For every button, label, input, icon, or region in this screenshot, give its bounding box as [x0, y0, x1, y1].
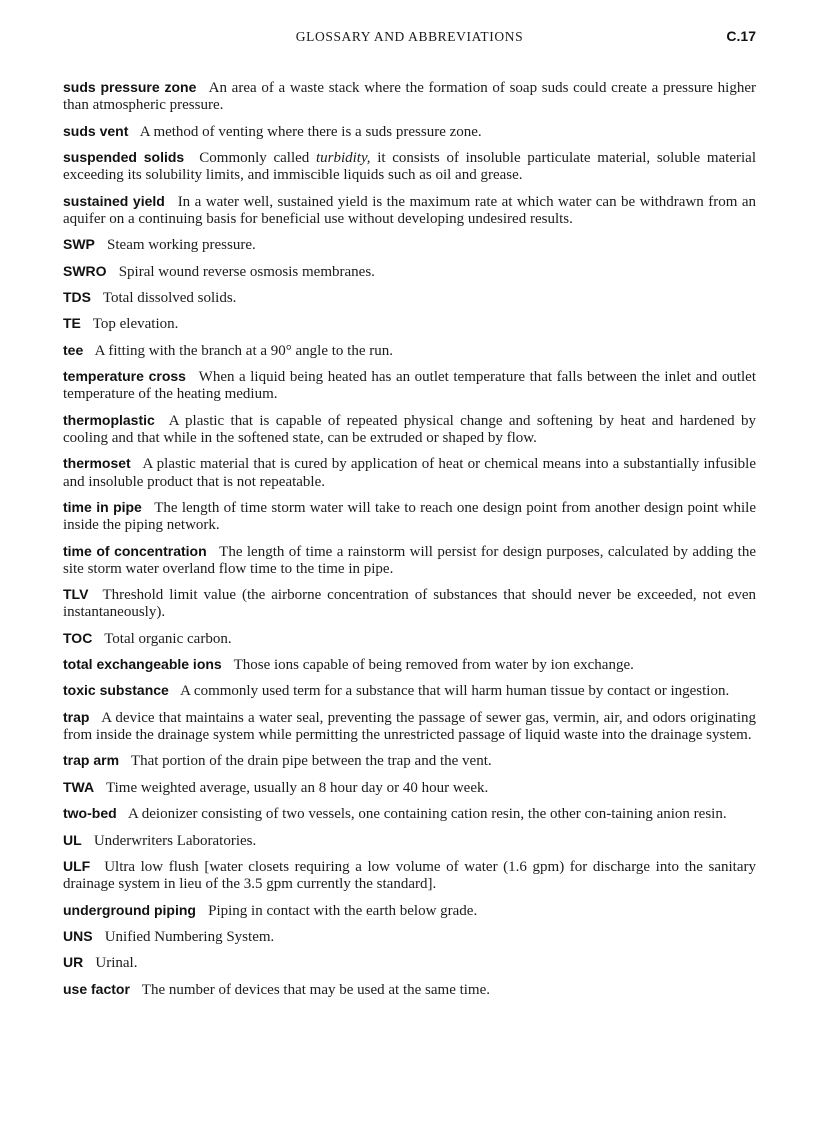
glossary-definition: In a water well, sustained yield is the maximum rate at which water can be withdrawn from an aquifer on a continuing basis for beneficial use without developing undesired results.: [63, 193, 756, 227]
glossary-term: temperature cross: [63, 368, 186, 385]
glossary-entry: [63, 752, 756, 770]
glossary-entry: [63, 123, 756, 141]
glossary-term: time in pipe: [63, 498, 142, 515]
glossary-definition: Underwriters Laboratories.: [93, 832, 257, 849]
glossary-term: suds vent: [63, 122, 129, 139]
glossary-entry: [63, 368, 756, 403]
glossary-definition: Total organic carbon.: [104, 630, 232, 647]
glossary-entry: [63, 832, 756, 850]
glossary-definition: Steam working pressure.: [107, 237, 256, 254]
glossary-entry: [63, 455, 756, 490]
glossary-term: trap arm: [63, 752, 120, 769]
glossary-term: use factor: [63, 980, 130, 997]
glossary-term: thermoplastic: [63, 411, 155, 428]
glossary-entry: [63, 928, 756, 946]
glossary-definition: Unified Numbering System.: [104, 929, 275, 945]
glossary-definition: A fitting with the branch at a 90° angle to the run.: [94, 342, 393, 359]
glossary-term: TOC: [63, 629, 93, 646]
glossary-entry: [63, 682, 756, 700]
glossary-entry: [63, 79, 756, 114]
glossary-definition: Piping in contact with the earth below grade.: [208, 902, 478, 919]
glossary-entry: [63, 858, 756, 893]
glossary-term: toxic substance: [63, 682, 169, 699]
glossary-definition: A plastic material that is cured by application of heat or chemical means into a substantially infusible and insoluble product that is not repeatable.: [63, 456, 756, 490]
glossary-entry: [63, 342, 756, 360]
glossary-term: ULF: [63, 858, 91, 875]
glossary-definition: When a liquid being heated has an outlet temperature that falls between the inlet and outlet temperature of the heating medium.: [63, 369, 756, 403]
glossary-definition: Threshold limit value (the airborne concentration of substances that should never be exceeded, not even instantaneously).: [63, 587, 756, 621]
glossary-definition: A deionizer consisting of two vessels, one containing cation resin, the other con-taining anion resin.: [127, 806, 727, 823]
glossary-entry: [63, 412, 756, 447]
glossary-definition: The length of time a rainstorm will persist for design purposes, calculated by adding the site storm water overland flow time to the time in pipe.: [63, 543, 756, 577]
glossary-entry: [63, 656, 756, 674]
glossary-entry: [63, 954, 756, 972]
glossary-entry: [63, 315, 756, 333]
glossary-definition: Total dissolved solids.: [102, 289, 237, 306]
glossary-entry: [63, 981, 756, 999]
glossary-term: SWP: [63, 236, 95, 253]
glossary-term: thermoset: [63, 455, 131, 472]
glossary-definition: Those ions capable of being removed from water by ion exchange.: [233, 657, 634, 674]
glossary-definition: A device that maintains a water seal, preventing the passage of sewer gas, vermin, air, and odors originating from inside the drainage system while permitting the unrestricted passage of liquid waste into the drainage system.: [63, 709, 756, 744]
glossary-entry: [63, 289, 756, 307]
glossary-term: TLV: [63, 586, 89, 603]
glossary-entry: [63, 236, 756, 254]
glossary-entry: [63, 193, 756, 228]
glossary-entry: [63, 709, 756, 744]
glossary-entry: [63, 263, 756, 281]
glossary-term: time of concentration: [63, 542, 207, 559]
glossary-definition: A method of venting where there is a suds pressure zone.: [139, 123, 482, 140]
glossary-definition: Time weighted average, usually an 8 hour day or 40 hour week.: [105, 779, 489, 796]
page-header: [63, 29, 756, 49]
glossary-entry: [63, 149, 756, 184]
glossary-term: suspended solids: [63, 148, 185, 165]
glossary-term: sustained yield: [63, 192, 165, 209]
glossary-definition-italic: turbidity,: [315, 149, 371, 166]
glossary-definition-end: it consists of insoluble particulate material, soluble material exceeding its solubility limits, and immiscible liquids such as oil and grease.: [63, 149, 756, 184]
glossary-term: suds pressure zone: [63, 79, 197, 95]
glossary-entry: [63, 630, 756, 648]
glossary-term: TE: [63, 315, 81, 332]
glossary-definition: A commonly used term for a substance that will harm human tissue by contact or ingestion.: [180, 683, 730, 700]
glossary-entry: [63, 499, 756, 534]
glossary-definition: That portion of the drain pipe between the trap and the vent.: [130, 753, 492, 770]
glossary-term: two-bed: [63, 805, 117, 822]
glossary-definition: Top elevation.: [92, 316, 179, 333]
glossary-term: underground piping: [63, 901, 196, 918]
glossary-entry: [63, 779, 756, 797]
glossary-definition: Urinal.: [95, 955, 138, 972]
glossary-definition: Spiral wound reverse osmosis membranes.: [118, 263, 375, 280]
glossary-definition: An area of a waste stack where the formation of soap suds could create a pressure higher than atmospheric pressure.: [63, 80, 756, 114]
glossary-term: trap: [63, 708, 90, 725]
glossary-term: TWA: [63, 778, 95, 795]
glossary-entry: [63, 543, 756, 578]
glossary-term: UL: [63, 831, 82, 848]
glossary-term: UR: [63, 954, 84, 971]
glossary-term: total exchangeable ions: [63, 656, 222, 673]
glossary-definition: Ultra low flush [water closets requiring a low volume of water (1.6 gpm) for discharge into the sanitary drainage system in lieu of the 3.5 gpm currently the standard].: [63, 859, 757, 893]
running-title: GLOSSARY AND ABBREVIATIONS: [295, 29, 524, 44]
glossary-entry: [63, 586, 756, 621]
glossary-term: TDS: [63, 288, 91, 305]
page-number: C.17: [726, 28, 756, 44]
glossary-term: SWRO: [63, 262, 107, 279]
glossary-definition: The length of time storm water will take to reach one design point from another design point while inside the piping network.: [63, 499, 756, 534]
glossary-definition-start: Commonly called: [199, 149, 310, 166]
glossary-term: tee: [63, 341, 84, 358]
glossary-definition: The number of devices that may be used at the same time.: [141, 981, 491, 998]
glossary-entry: [63, 902, 756, 920]
glossary-entry: [63, 805, 756, 823]
glossary-term: UNS: [63, 928, 93, 944]
glossary-definition: A plastic that is capable of repeated physical change and softening by heat and hardened by cooling and that while in the softened state, can be extruded or shaped by flow.: [63, 412, 756, 446]
glossary-list: [63, 79, 756, 1007]
